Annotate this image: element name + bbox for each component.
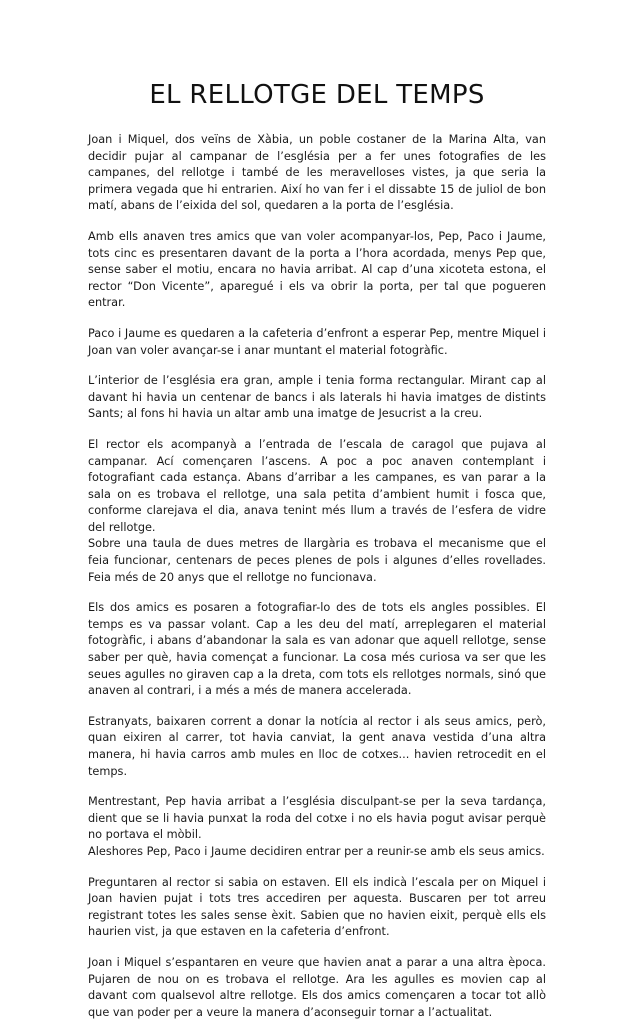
- paragraph-text: El rector els acompanyà a l’entrada de l’escala de caragol que pujava al campanar. Ací començaren l’ascens. A poc a poc anaven contemplant i fotografiant cada estança. Abans d’arribar a les campanes, es van parar a la sala on es trobava el rellotge, una sala petita d’ambient humit i fosca que, conforme clarejava el dia, anava tenint més llum a través de l’esfera de vidre del rellotge.: [88, 437, 546, 534]
- paragraph-7: [88, 714, 546, 780]
- paragraph-8: [88, 794, 546, 860]
- paragraph-text: Amb ells anaven tres amics que van voler acompanyar-los, Pep, Paco i Jaume, tots cinc es presentaren davant de la porta a l’hora acordada, menys Pep que, sense saber el motiu, encara no havia arribat. Al cap d’una xicoteta estona, el rector “Don Vicente”, aparegué i els va obrir la porta, per tal que pogueren entrar.: [88, 229, 546, 310]
- paragraph-text: Joan i Miquel, dos veïns de Xàbia, un poble costaner de la Marina Alta, van decidir pujar al campanar de l’església per a fer unes fotografies de les campanes, del rellotge i també de les meravelloses vistes, ja que seria la primera vegada que hi entrarien. Així ho van fer i el dissabte 15 de juliol de bon matí, abans de l’eixida del sol, quedaren a la porta de l’església.: [88, 133, 546, 213]
- document-page: [88, 80, 546, 1021]
- paragraph-text: Estranyats, baixaren corrent a donar la notícia al rector i als seus amics, però, quan eixiren al carrer, tot havia canviat, la gent anava vestida d’una altra manera, hi havia carros amb mules en lloc de cotxes... havien retrocedit en el temps.: [88, 714, 546, 778]
- paragraph-text: Paco i Jaume es quedaren a la cafeteria d’enfront a esperar Pep, mentre Miquel i Joan van voler avançar-se i anar muntant el material fotogràfic.: [88, 326, 546, 357]
- paragraph-2: [88, 229, 546, 312]
- paragraph-text: Mentrestant, Pep havia arribat a l’església disculpant-se per la seva tardança, dient que se li havia punxat la roda del cotxe i no els havia pogut avisar perquè no portava el mòbil.: [88, 795, 546, 842]
- paragraph-1: [88, 132, 546, 215]
- paragraph-text: L’interior de l’església era gran, ample i tenia forma rectangular. Mirant cap al davant hi havia un centenar de bancs i als laterals hi havia imatges de distints Sants; al fons hi havia un altar amb una imatge de Jesucrist a la creu.: [88, 374, 546, 421]
- paragraph-3: [88, 326, 546, 359]
- paragraph-text: Joan i Miquel s’espantaren en veure que havien anat a parar a una altra època. Pujaren de nou on es trobava el rellotge. Ara les agulles es movien cap al davant com qualsevol altre rellotge. Els dos amics començaren a tocar tot allò que van poder per a veure la manera d’aconseguir tornar a l’actualitat.: [88, 955, 546, 1019]
- paragraph-text: Sobre una taula de dues metres de llargària es trobava el mecanisme que el feia funcionar, centenars de peces plenes de pols i algunes d’elles rovellades. Feia més de 20 anys que el rellotge no funcionava.: [88, 537, 546, 584]
- paragraph-4: [88, 373, 546, 423]
- paragraph-5: [88, 437, 546, 586]
- paragraph-10: [88, 955, 546, 1021]
- paragraph-text: Els dos amics es posaren a fotografiar-lo des de tots els angles possibles. El temps es va passar volant. Cap a les deu del matí, arreplegaren el material fotogràfic, i abans d’abandonar la sala es van adonar que aquell rellotge, sense saber per què, havia començat a funcionar. La cosa més curiosa va ser que les seues agulles no giraven cap a la dreta, com tots els rellotges normals, sinó que anaven al contrari, i a més a més de manera accelerada.: [88, 601, 546, 698]
- paragraph-9: [88, 875, 546, 941]
- paragraph-6: [88, 600, 546, 700]
- paragraph-text: Preguntaren al rector si sabia on estaven. Ell els indicà l’escala per on Miquel i Joan havien pujat i tots tres accediren per aquesta. Buscaren per tot arreu registrant totes les sales sense èxit. Sabien que no havien eixit, perquè ells els haurien vist, ja que estaven en la cafeteria d’enfront.: [88, 875, 546, 939]
- paragraph-text: Aleshores Pep, Paco i Jaume decidiren entrar per a reunir-se amb els seus amics.: [88, 844, 545, 858]
- document-title: EL RELLOTGE DEL TEMPS: [149, 80, 485, 110]
